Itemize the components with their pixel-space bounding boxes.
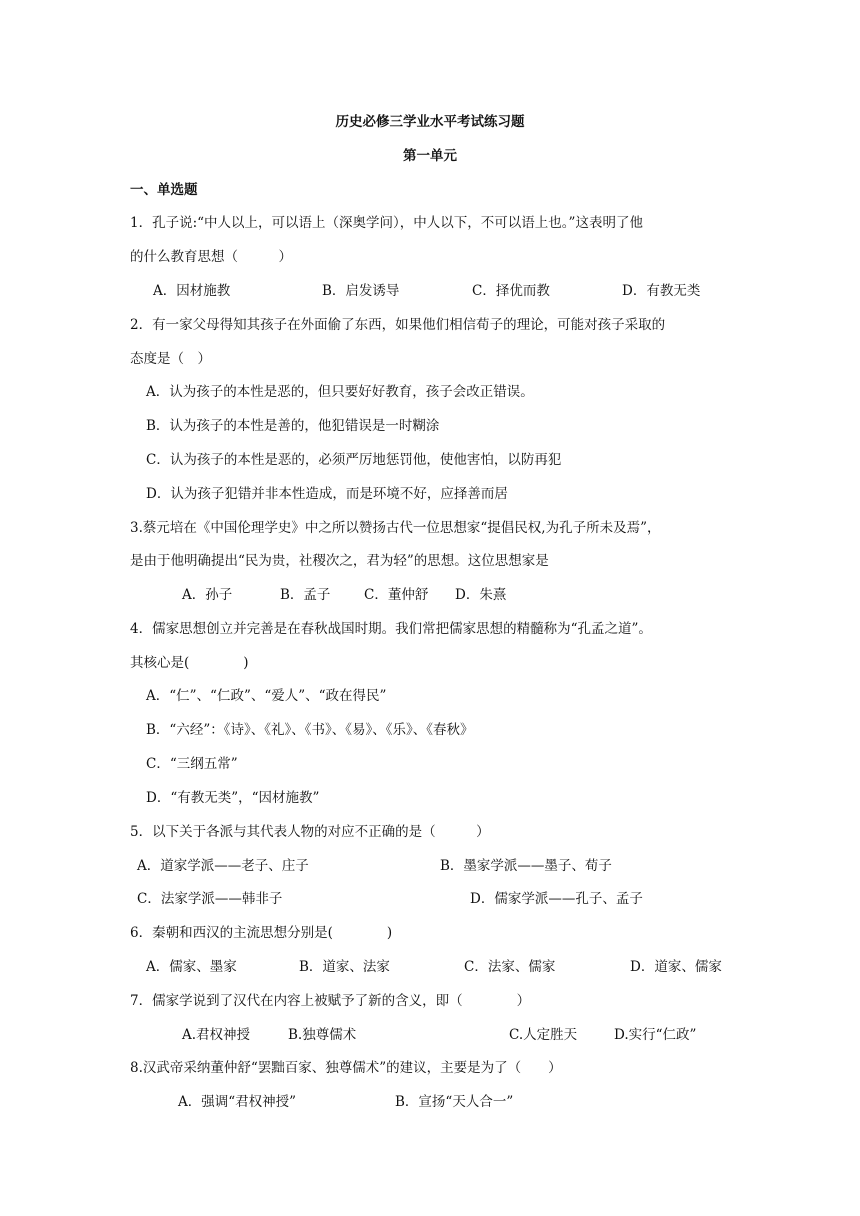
option-d: D．有教无类	[622, 283, 701, 299]
option-b: B.独尊儒术	[288, 1027, 357, 1043]
option-a: A．认为孩子的本性是恶的，但只要好好教育，孩子会改正错误。	[146, 384, 534, 400]
option-c: C．“三纲五常”	[146, 756, 238, 772]
option-b: B．“六经”：《诗》、《礼》、《书》、《易》、《乐》、《春秋》	[146, 722, 474, 738]
question-stem-line: 5．以下关于各派与其代表人物的对应不正确的是（ ）	[130, 824, 490, 840]
option-c: C．择优而教	[472, 283, 550, 299]
question-stem-line: 2．有一家父母得知其孩子在外面偷了东西，如果他们相信荀子的理论，可能对孩子采取的	[130, 317, 666, 333]
option-d: D．儒家学派——孔子、孟子	[470, 891, 643, 907]
option-a: A．道家学派——老子、庄子	[137, 858, 309, 874]
option-c: C．认为孩子的本性是恶的，必须严厉地惩罚他，使他害怕，以防再犯	[146, 452, 562, 468]
option-b: B．宣扬“天人合一”	[395, 1094, 514, 1110]
question-stem-line: 是由于他明确提出“民为贵，社稷次之，君为轻”的思想。这位思想家是	[130, 553, 549, 569]
option-c: C．法家、儒家	[464, 959, 556, 975]
option-b: B．孟子	[280, 587, 331, 603]
option-b: B．道家、法家	[299, 959, 390, 975]
option-c: C.人定胜天	[509, 1027, 578, 1043]
option-d: D．认为孩子犯错并非本性造成，而是环境不好，应择善而居	[146, 486, 508, 502]
option-a: A．强调“君权神授”	[178, 1094, 297, 1110]
option-c: C．董仲舒	[364, 587, 429, 603]
question-stem-line: 1．孔子说:“中人以上，可以语上（深奥学问），中人以下，不可以语上也。”这表明了他	[130, 215, 643, 231]
document-title: 历史必修三学业水平考试练习题	[335, 114, 525, 130]
question-stem-line: 7．儒家学说到了汉代在内容上被赋予了新的含义，即（ ）	[130, 993, 531, 1009]
question-stem-line: 8.汉武帝采纳董仲舒“罢黜百家、独尊儒术”的建议，主要是为了（ ）	[130, 1060, 562, 1076]
option-a: A．因材施教	[153, 283, 231, 299]
option-d: D.实行“仁政”	[614, 1027, 697, 1043]
option-b: B．认为孩子的本性是善的，他犯错误是一时糊涂	[146, 418, 440, 434]
section-heading: 一、单选题	[130, 182, 198, 198]
unit-heading: 第一单元	[403, 148, 457, 164]
option-a: A．“仁”、“仁政”、“爱人”、“政在得民”	[146, 688, 387, 704]
question-stem-line: 的什么教育思想（ ）	[130, 249, 292, 265]
option-c: C．法家学派——韩非子	[137, 891, 283, 907]
question-stem-line: 4．儒家思想创立并完善是在春秋战国时期。我们常把儒家思想的精髓称为“孔孟之道”。	[130, 621, 652, 637]
option-b: B．墨家学派——墨子、荀子	[440, 858, 612, 874]
option-a: A．儒家、墨家	[146, 959, 237, 975]
option-d: D．朱熹	[455, 587, 507, 603]
option-d: D．“有教无类”，“因材施教”	[146, 790, 320, 806]
option-a: A.君权神授	[182, 1027, 251, 1043]
question-stem-line: 3.蔡元培在《中国伦理学史》中之所以赞扬古代一位思想家“提倡民权,为孔子所未及焉”，	[130, 520, 661, 536]
question-stem-line: 6．秦朝和西汉的主流思想分别是( )	[130, 925, 393, 941]
question-stem-line: 态度是（ ）	[130, 351, 211, 367]
option-d: D．道家、儒家	[630, 959, 722, 975]
question-stem-line: 其核心是( )	[130, 655, 249, 671]
option-b: B．启发诱导	[322, 283, 400, 299]
option-a: A．孙子	[182, 587, 233, 603]
